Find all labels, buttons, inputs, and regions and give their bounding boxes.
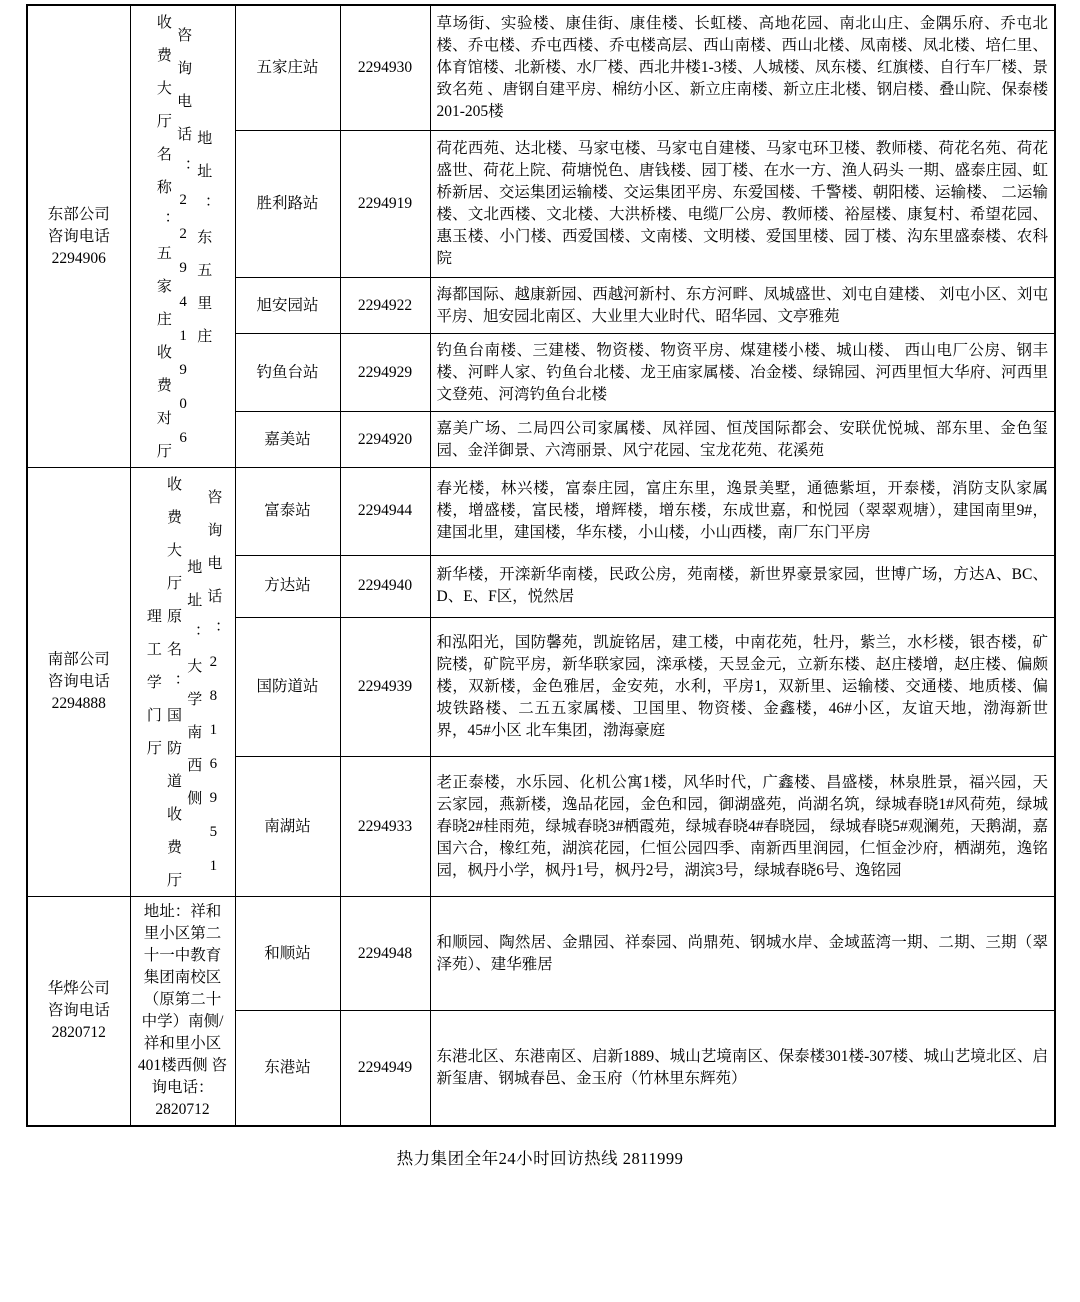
station-phone: 2294930 [340, 5, 430, 130]
station-phone: 2294948 [340, 897, 430, 1011]
table-row [27, 468, 1055, 556]
community-list: 老正泰楼，水乐园、化机公寓1楼，风华时代，广鑫楼、昌盛楼，林泉胜景，福兴园，天云家园，燕新楼，逸品花园，金色和园，御湖盛苑，尚湖名筑，绿城春晓1#风荷苑，绿城春晓2#桂雨苑，绿城春晓3#栖霞苑，绿城春晓4#春晓园， 绿城春晓5#观澜苑，天鹅湖，嘉国六合，橡红苑，湖滨花园，仁恒公园四季、南新西里润园，仁恒金沙府，栖湖苑，逸铭园，枫丹小学，枫丹1号，枫丹2号，湖滨3号，绿城春晓6号、逸铭园 [430, 757, 1055, 897]
station-phone: 2294949 [340, 1011, 430, 1126]
service-stations-table [26, 4, 1056, 1127]
table-row [27, 897, 1055, 1011]
station-name: 胜利路站 [235, 130, 340, 278]
table-row [27, 5, 1055, 130]
community-list: 嘉美广场、二局四公司家属楼、凤祥园、恒茂国际都会、安联优悦城、部东里、金色玺园、金洋御景、六湾丽景、风宁花园、宝龙花苑、花溪苑 [430, 412, 1055, 468]
community-list: 钓鱼台南楼、三建楼、物资楼、物资平房、煤建楼小楼、城山楼、 西山电厂公房、钢丰楼、河畔人家、钓鱼台北楼、龙王庙家属楼、冶金楼、绿锦园、河西里恒大华府、河西里文登苑、河湾钓鱼台北楼 [430, 333, 1055, 412]
company-cell-south [27, 468, 130, 897]
address-column-2: 咨 询 电 话 ： 2 2 9 4 1 9 0 6 [175, 26, 192, 447]
station-phone: 2294929 [340, 333, 430, 412]
station-phone: 2294919 [340, 130, 430, 278]
station-name: 和顺站 [235, 897, 340, 1011]
company-phone-number: 2294888 [51, 695, 106, 712]
address-column-1: 地 址 ： 东 五 里 庄 [195, 129, 212, 344]
community-list: 荷花西苑、达北楼、马家屯楼、马家屯自建楼、马家屯环卫楼、教师楼、荷花名苑、荷花盛世、荷花上院、荷塘悦色、唐钱楼、园丁楼、在水一方、渔人码头 一期、盛泰庄园、虹桥新居、交运集团运输楼、交运集团平房、东爱国楼、千警楼、朝阳楼、运输楼、 二运输楼、文北西楼、文北楼、大洪桥楼、电缆厂公房、教师楼、裕屋楼、康复村、希望花园、惠玉楼、小门楼、西爱国楼、文南楼、文明楼、爱国里楼、园丁楼、沟东里盛泰楼、农科院 [430, 130, 1055, 278]
station-name: 五家庄站 [235, 5, 340, 130]
address-column-3: 收 费 大 厅 名 称 ： 五 家 庄 收 费 对 厅 [154, 14, 171, 459]
address-column-4: 理 工 学 门 厅 [144, 608, 161, 756]
community-list: 和顺园、陶然居、金鼎园、祥泰园、尚鼎苑、钢城水岸、金域蓝湾一期、二期、三期（翠泽苑）、建华雅居 [430, 897, 1055, 1011]
community-list: 和泓阳光，国防馨苑，凯旋铭居，建工楼，中南花苑，牡丹，紫兰，水杉楼，银杏楼，矿院楼，矿院平房，新华联家园，滦承楼，天昱金元，立新东楼、赵庄楼增，赵庄楼、偏颇楼，双新楼，金色雅居，金安苑，水利，平房1，双新里、运输楼、交通楼、地质楼、偏坡铁路楼、二五五家属楼、卫国里、物资楼、金鑫楼，46#小区，友谊天地，渤海新世界，45#小区 北车集团，渤海豪庭 [430, 618, 1055, 757]
station-name: 国防道站 [235, 618, 340, 757]
community-list: 新华楼，开滦新华南楼，民政公房，苑南楼，新世界豪景家园，世博广场，方达A、BC、D、E、F区，悦然居 [430, 555, 1055, 617]
station-name: 南湖站 [235, 757, 340, 897]
community-list: 草场街、实验楼、康佳街、康佳楼、长虹楼、高地花园、南北山庄、金隅乐府、乔屯北楼、乔屯楼、乔屯西楼、乔屯楼高层、西山南楼、西山北楼、凤南楼、凤北楼、培仁里、体育馆楼、北新楼、水厂楼、西北井楼1-3楼、人城楼、凤东楼、红旗楼、自行车厂楼、景致名苑 、唐钢自建平房、棉纺小区、新立庄南楼、新立庄北楼、钢启楼、叠山院、保泰楼201-205楼 [430, 5, 1055, 130]
community-list: 春光楼，林兴楼，富泰庄园，富庄东里，逸景美墅，通德紫垣，开泰楼，消防支队家属楼，增盛楼，富民楼，增辉楼，增东楼，东成世嘉，和悦园（翠翠观塘），建国南里9#，建国北里，建国楼，华东楼，小山楼，小山西楼，南厂东门平房 [430, 468, 1055, 556]
address-column-3: 收 费 大 厅 原 名 ： 国 防 道 收 费 厅 [165, 476, 181, 888]
company-name: 南部公司 [47, 651, 110, 668]
station-phone: 2294920 [340, 412, 430, 468]
community-list: 海都国际、越康新园、西越河新村、东方河畔、凤城盛世、刘屯自建楼、 刘屯小区、刘屯平房、旭安园北南区、大业里大业时代、昭华园、文亭雅苑 [430, 278, 1055, 334]
footer-hotline: 热力集团全年24小时回访热线 2811999 [396, 1149, 684, 1168]
company-phone-label: 咨询电话 [47, 673, 110, 690]
company-name: 华烨公司 [47, 980, 110, 997]
station-phone: 2294940 [340, 555, 430, 617]
company-phone-label: 咨询电话 [47, 227, 110, 245]
company-phone-number: 2820712 [51, 1024, 106, 1041]
station-name: 东港站 [235, 1011, 340, 1126]
station-name: 嘉美站 [235, 412, 340, 468]
address-cell-south [130, 468, 235, 897]
company-name: 东部公司 [47, 205, 110, 223]
company-phone-label: 咨询电话 [47, 1002, 110, 1019]
station-phone: 2294939 [340, 618, 430, 757]
company-cell-huaye [27, 897, 130, 1127]
address-column-1: 咨 询 电 话 ： 2 8 1 6 9 5 1 [205, 489, 222, 875]
community-list: 东港北区、东港南区、启新1889、城山艺境南区、保泰楼301楼-307楼、城山艺境北区、启新玺唐、钢城春邑、金玉府（竹林里东辉苑） [430, 1011, 1055, 1126]
address-cell-east [130, 5, 235, 468]
station-name: 富泰站 [235, 468, 340, 556]
station-name: 方达站 [235, 555, 340, 617]
address-column-2: 地 址 ： 大 学 南 西 侧 [185, 558, 202, 806]
company-phone-number: 2294906 [51, 249, 106, 267]
station-phone: 2294922 [340, 278, 430, 334]
station-name: 钓鱼台站 [235, 333, 340, 412]
station-phone: 2294933 [340, 757, 430, 897]
company-cell-east [27, 5, 130, 468]
address-cell-huaye: 地址：祥和里小区第二十一中教育集团南校区（原第二十中学）南侧/祥和里小区401楼西侧 咨询电话：2820712 [130, 897, 235, 1127]
station-name: 旭安园站 [235, 278, 340, 334]
station-phone: 2294944 [340, 468, 430, 556]
